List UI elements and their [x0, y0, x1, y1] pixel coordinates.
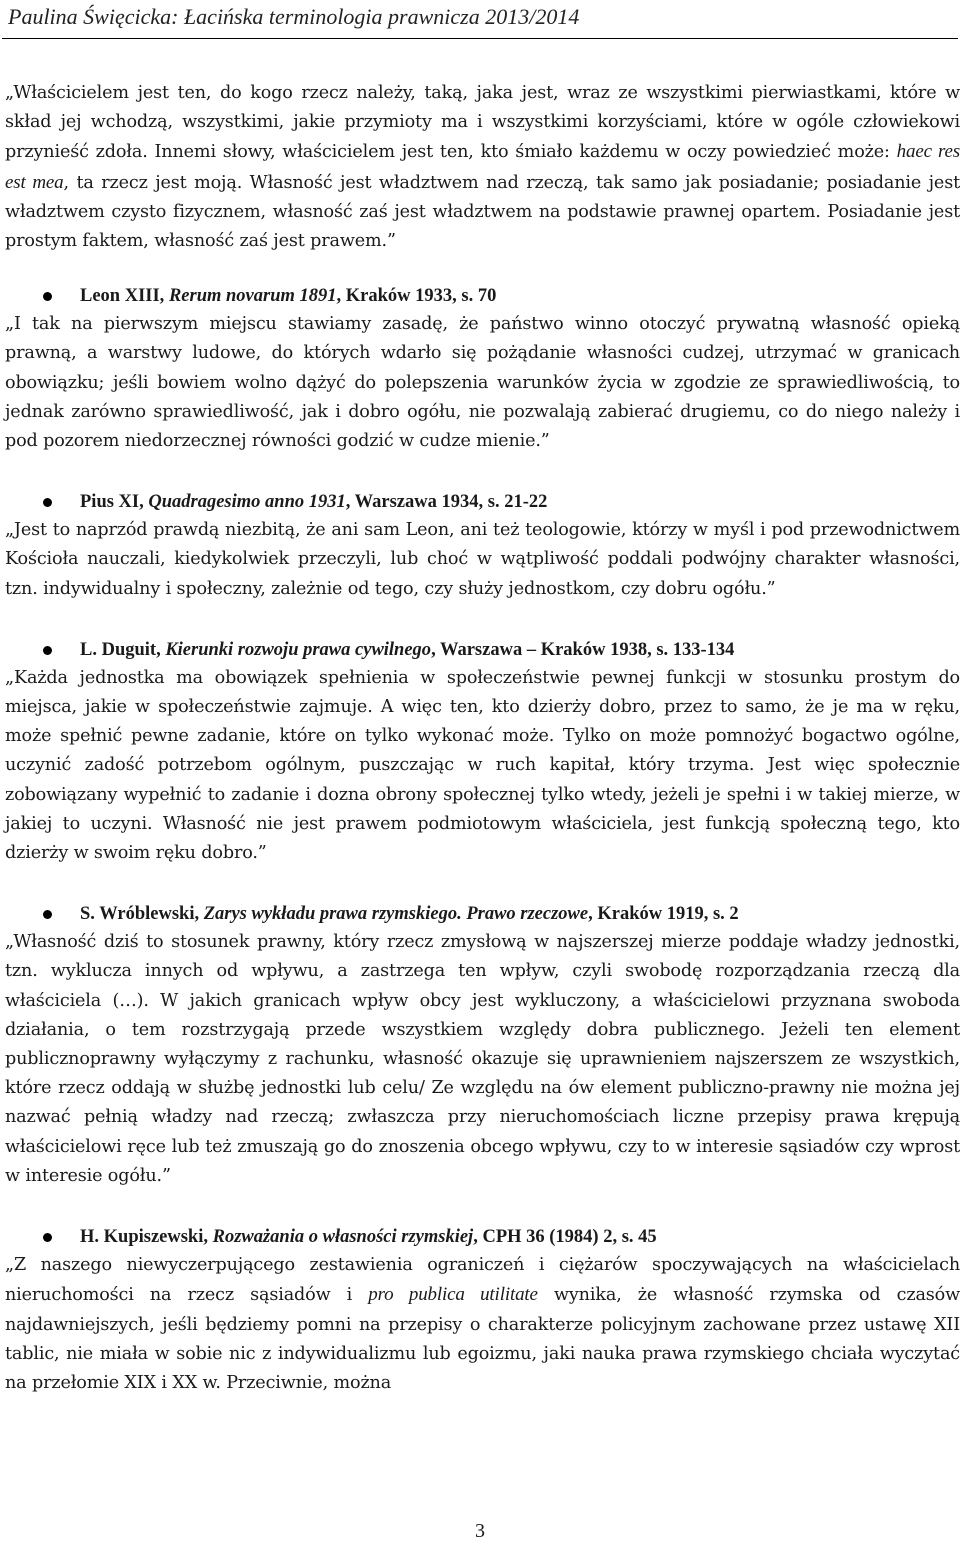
citation-title: Quadragesimo anno 1931	[148, 492, 346, 513]
citation-quote: „Jest to naprzód prawdą niezbitą, że ani sam Leon, ani też teologowie, którzy w myśl i pod przewodnictwem Kościoła nauczali, kiedykolwiek przeczyli, lub choć w wątpliwość poddali podwójny charakter własności, tzn. indywidualny i społeczny, zależnie od tego, czy służy jednostkom, czy dobru ogółu.”	[5, 520, 960, 599]
citation-quote: „Własność dziś to stosunek prawny, który rzecz zmysłową w najszerszej mierze poddaje władzy jednostki, tzn. wyklucza innych od wpływu, a zastrzega ten wpływ, czyli swobodę rozporządzania rzeczą dla właściciela (…). W jakich granicach wpływ obcy jest wykluczony, a właścicielowi przyznana swoboda działania, o tem rozstrzygają przede wszystkiem względy dobra publicznego. Jeżeli ten element publicznoprawny wyłączymy z rachunku, własność okazuje się uprawnieniem najszerszem ze wszystkich, które rzecz oddają w służbę jednostki lub celu/ Ze względu na ów element publiczno-prawny nie można jej nazwać pełnią władzy nad rzeczą; zwłaszcza przy nieruchomościach liczne przepisy prawa krępują właścicielowi ręce lub też zmuszają go do znoszenia obcego wpływu, czy to w interesie sąsiadów czy wprost w interesie ogółu.”	[5, 932, 960, 1186]
citation-quote-text-b: wynika, że własność rzymska od czasów najdawniejszych, jeśli będziemy pomni na przepisy o charakterze policyjnym zachowane przez ustawę XII tablic, nie miała w sobie nic z indywidualizmu lub egoizmu, jaki nauka prawa rzymskiego chciała wyczytać na przełomie XIX i XX w. Przeciwnie, można	[5, 1285, 960, 1393]
intro-quote-text-b: , ta rzecz jest moją. Własność jest władztwem nad rzeczą, tak samo jak posiadanie; posiadanie jest władztwem czysto fizycznem, własność zaś jest władztwem na podstawie prawnej opartem. Posiadanie jest prostym faktem, własność zaś jest prawem.”	[5, 172, 960, 252]
source-citation	[5, 636, 960, 664]
page-number: 3	[475, 1520, 485, 1542]
citation-author: Leon XIII,	[80, 286, 169, 307]
source-citation	[5, 488, 960, 516]
citation-quote: „Każda jednostka ma obowiązek spełnienia w społeczeństwie pewnej funkcji w stosunku prostym do miejsca, jakie w społeczeństwie zajmuje. A więc ten, kto dzierży dobro, przez to samo, że je ma w ręku, może spełnić pewne zadanie, które on tylko wykonać może. Tylko on może pomnożyć bogactwo ogólne, uczynić zadość potrzebom ogólnym, puszczając w ruch kapitał, który trzyma. Jest więc społecznie zobowiązany wypełnić to zadanie i dozna obrony społecznej tylko wtedy, jeżeli je spełni i w takiej mierze, w jakiej to uczyni. Własność nie jest prawem podmiotowym właściciela, jest funkcją społeczną tego, kto dzierży w swoim ręku dobro.”	[5, 667, 960, 864]
citation-author: H. Kupiszewski,	[80, 1227, 213, 1248]
latin-phrase: haec res est mea	[5, 141, 960, 193]
header-rule	[2, 38, 958, 39]
bullet-icon	[43, 292, 52, 301]
citation-details: , Warszawa 1934, s. 21-22	[345, 492, 548, 513]
citation-details: , Kraków 1919, s. 2	[588, 904, 739, 925]
bullet-icon	[43, 1233, 52, 1242]
running-header: Paulina Święcicka: Łacińska terminologia prawnicza 2013/2014	[8, 4, 580, 29]
bullet-icon	[43, 910, 52, 919]
citation-details: , CPH 36 (1984) 2, s. 45	[473, 1227, 657, 1248]
citation-quote-text-a: „Z naszego niewyczerpującego zestawienia ograniczeń i ciężarów spoczywających na właścicielach nieruchomości na rzecz sąsiadów i	[5, 1255, 960, 1306]
citation-author: L. Duguit,	[80, 639, 166, 660]
bullet-icon	[43, 646, 52, 655]
intro-quote-text-a: „Właścicielem jest ten, do kogo rzecz należy, taką, jaka jest, wraz ze wszystkimi pierwiastkami, które w skład jej wchodzą, wszystkimi, jakie przymioty ma i wszystkimi korzyściami, które w ogóle człowiekowi przynieść zdoła. Innemi słowy, właścicielem jest ten, kto śmiało każdemu w oczy powiedzieć może:	[5, 83, 960, 163]
latin-phrase: pro publica utilitate	[368, 1284, 538, 1306]
citation-title: Rerum novarum 1891	[168, 286, 337, 307]
source-citation	[5, 1223, 960, 1251]
citation-quote	[5, 1251, 960, 1398]
bullet-icon	[43, 498, 52, 507]
intro-quote	[5, 79, 960, 256]
citation-author: Pius XI,	[80, 492, 149, 513]
citation-quote: „I tak na pierwszym miejscu stawiamy zasadę, że państwo winno otoczyć prywatną własność opieką prawną, a warstwy ludowe, do których wdarło się pożądanie własności cudzej, utrzymać w granicach obowiązku; jeśli bowiem wolno dążyć do polepszenia warunków życia w zgodzie ze sprawiedliwością, to jednak zarówno sprawiedliwość, jak i dobro ogółu, nie pozwalają zabierać drugiemu, co do niego należy i pod pozorem niedorzecznej równości godzić w cudze mienie.”	[5, 314, 960, 452]
citation-details: , Kraków 1933, s. 70	[336, 286, 497, 307]
citation-title: Rozważania o własności rzymskiej	[212, 1227, 474, 1248]
citation-author: S. Wróblewski,	[80, 904, 204, 925]
source-citation	[5, 900, 960, 928]
citation-title: Zarys wykładu prawa rzymskiego. Prawo rzeczowe	[203, 904, 589, 925]
document-body	[5, 79, 960, 1398]
source-citation	[5, 282, 960, 310]
citation-title: Kierunki rozwoju prawa cywilnego	[165, 639, 432, 660]
citation-details: , Warszawa – Kraków 1938, s. 133-134	[431, 639, 735, 660]
